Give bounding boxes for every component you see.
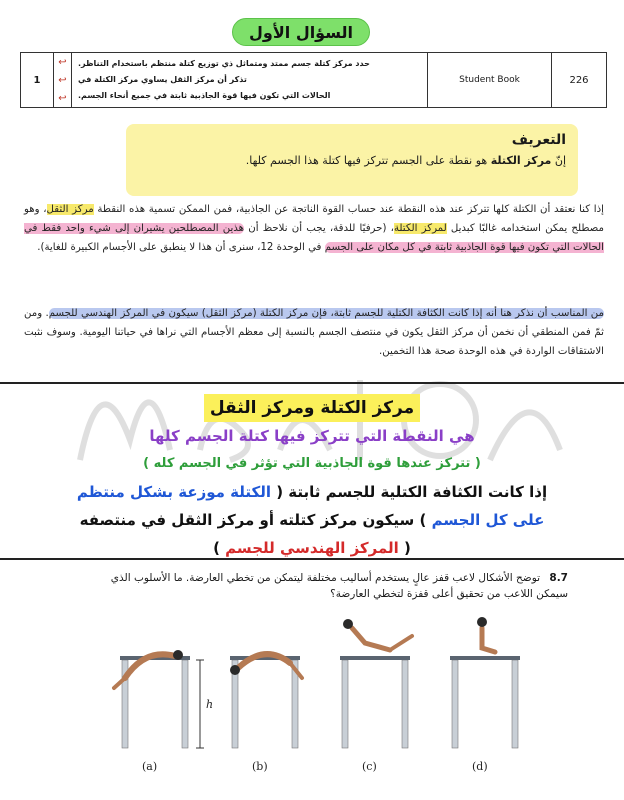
mark-icon: ↩ — [58, 74, 67, 86]
definition-title: التعريف — [511, 132, 566, 148]
highlight-term: مركز الثقل — [46, 204, 94, 215]
summary-text: ) — [213, 539, 226, 557]
summary-text: ) سيكون مركز كتلته أو مركز الثقل في منتصفه — [79, 511, 432, 529]
summary-text: إذا كانت الكثافة الكتلية للجسم ثابتة ( — [276, 483, 548, 501]
height-label: h — [206, 698, 214, 711]
figure-label: (c) — [362, 760, 377, 773]
highlight-term: لمركز الكتلة — [393, 223, 447, 234]
source-cell: Student Book — [428, 53, 552, 107]
objective-text: تذكر أن مركز الثقل يساوي مركز الكتلة في — [78, 75, 247, 84]
paragraph-text: إذا كنا نعتقد أن الكتلة كلها تتركز عند هذه النقطة عند حساب القوة الناتجة عن الجاذبية، فمن الممكن تسمية هذه النقطة — [97, 204, 604, 215]
question-title: السؤال الأول — [232, 18, 370, 46]
summary-line — [20, 506, 604, 534]
paragraph-geometric-center — [24, 304, 604, 361]
paragraph-center-of-gravity — [24, 200, 604, 257]
paragraph-text: ، (حرفيًا للدقة، يجب أن نلاحظ أن — [248, 223, 394, 234]
figure-a — [114, 650, 204, 748]
mark-icon: ↩ — [58, 56, 67, 68]
objectives-cell — [72, 53, 428, 107]
objectives-table — [20, 52, 607, 108]
figure-label: (b) — [252, 760, 268, 773]
figure-b — [230, 654, 302, 748]
summary-line: هي النقطة التي تتركز فيها كتلة الجسم كلها — [149, 427, 475, 445]
mark-icon: ↩ — [58, 92, 67, 104]
paragraph-text: في الوحدة 12، سنرى أن هذا لا ينطبق على الأجسام الكبيرة للغاية). — [37, 242, 322, 253]
summary-text-blue: على كل الجسم — [431, 511, 545, 529]
figure-label: (a) — [142, 760, 158, 773]
summary-text-blue: الكتلة موزعة بشكل منتظم — [76, 483, 277, 501]
figure-d — [450, 617, 520, 748]
marks-cell — [54, 53, 72, 107]
summary-text-red: المركز الهندسي للجسم — [225, 539, 405, 557]
summary-block — [20, 394, 604, 562]
summary-line — [20, 478, 604, 506]
definition-term: مركز الكتلة — [490, 154, 552, 167]
objective-text: الحالات التي تكون فيها قوة الجاذبية ثابتة في جميع أنحاء الجسم. — [78, 91, 331, 100]
definition-box — [126, 124, 578, 196]
question-8-7 — [90, 570, 568, 602]
paragraph-text: ، وهو مصطلح يمكن استخدامه غالبًا كبديل — [24, 204, 604, 234]
divider-line — [0, 382, 624, 384]
figure-c — [340, 619, 412, 748]
objective-text: حدد مركز كتلة جسم ممتد ومتماثل ذي توزيع كتلة منتظم باستخدام التناظر. — [78, 59, 370, 68]
high-jump-figures — [90, 608, 550, 778]
highlight-pink: هذين المصطلحين يشيران إلى شيء واحد فقط في الحالات التي تكون فيها قوة الجاذبية ثابتة في كل مكان على الجسم — [24, 223, 604, 253]
definition-body: هو نقطة على الجسم تتركز فيها كتلة هذا الجسم كلها. — [245, 154, 488, 167]
summary-line: ( تتركز عندها قوة الجاذبية التي تؤثر في الجسم كله ) — [143, 456, 481, 471]
summary-heading: مركز الكتلة ومركز الثقل — [204, 394, 420, 422]
summary-text: ( — [404, 539, 411, 557]
definition-text — [138, 154, 566, 167]
divider-line — [0, 558, 624, 560]
page-number-cell: 226 — [569, 74, 589, 86]
paragraph-text: . ومن ثمّ فمن المنطقي أن نخمن أن مركز الثقل يكون في منتصف الجسم بالنسبة إلى معظم الأجسام التي نراها في حياتنا اليومية. وسوف نثبت الاشتقاقات الواردة في هذه الوحدة صحة هذا التخمين. — [24, 308, 604, 357]
question-number: 8.7 — [549, 572, 568, 584]
figure-label: (d) — [472, 760, 488, 773]
question-text: توضح الأشكال لاعب قفز عالٍ يستخدم أساليب مختلفة ليتمكن من تخطي العارضة. ما الأسلوب الذي سيمكن اللاعب من تحقيق أعلى قفزة لتخطي العارضة؟ — [110, 572, 568, 600]
definition-prefix: إنّ — [554, 154, 566, 167]
count-cell: 1 — [21, 53, 54, 107]
highlight-blue: من المناسب أن نذكر هنا أنه إذا كانت الكثافة الكتلية للجسم ثابتة، فإن مركز الكتلة (مركز الثقل) سيكون في المركز الهندسي للجسم — [48, 308, 604, 319]
